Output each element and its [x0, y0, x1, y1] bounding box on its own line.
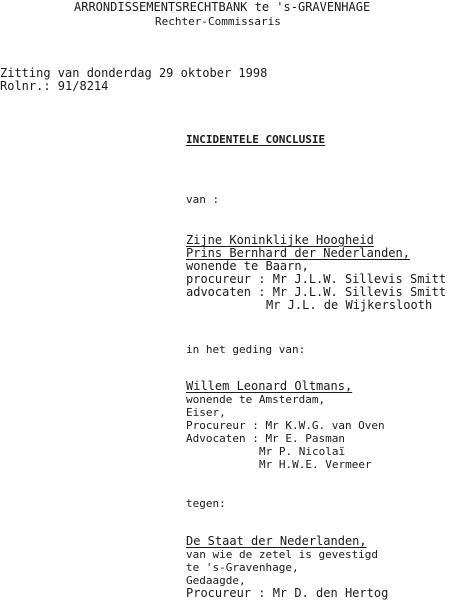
party1-name-line2: Prins Bernhard der Nederlanden, [186, 246, 410, 260]
tegen-label: tegen: [186, 497, 226, 510]
court-division: Rechter-Commissaris [155, 15, 281, 28]
party3-seat: van wie de zetel is gevestigd [186, 548, 379, 561]
party2-role: Eiser, [186, 406, 226, 419]
roll-number: Rolnr.: 91/8214 [0, 79, 109, 93]
geding-label: in het geding van: [186, 343, 306, 356]
document-title: INCIDENTELE CONCLUSIE [186, 133, 326, 146]
party1-advocaten-second: Mr J.L. de Wijkerslooth [266, 298, 433, 312]
party1-advocaten: advocaten : Mr J.L.W. Sillevis Smitt [186, 285, 447, 299]
party2-advocaten-third: Mr H.W.E. Vermeer [259, 458, 372, 471]
court-name: ARRONDISSEMENTSRECHTBANK te 's-GRAVENHAGE [74, 0, 371, 14]
party3-name: De Staat der Nederlanden, [186, 534, 367, 548]
party2-procureur: Procureur : Mr K.W.G. van Oven [186, 419, 385, 432]
session-date: Zitting van donderdag 29 oktober 1998 [0, 66, 268, 80]
party3-role: Gedaagde, [186, 574, 246, 587]
party3-city: te 's-Gravenhage, [186, 561, 299, 574]
party2-advocaten-second: Mr P. Nicolaï [259, 445, 346, 458]
party1-name-line1: Zijne Koninklijke Hoogheid [186, 233, 374, 247]
party2-advocaten: Advocaten : Mr E. Pasman [186, 432, 345, 445]
party2-name: Willem Leonard Oltmans, [186, 379, 353, 393]
van-label: van : [186, 193, 220, 206]
party3-procureur: Procureur : Mr D. den Hertog [186, 586, 389, 600]
party1-procureur: procureur : Mr J.L.W. Sillevis Smitt [186, 272, 447, 286]
party2-residence: wonende te Amsterdam, [186, 393, 326, 406]
party1-residence: wonende te Baarn, [186, 259, 309, 273]
